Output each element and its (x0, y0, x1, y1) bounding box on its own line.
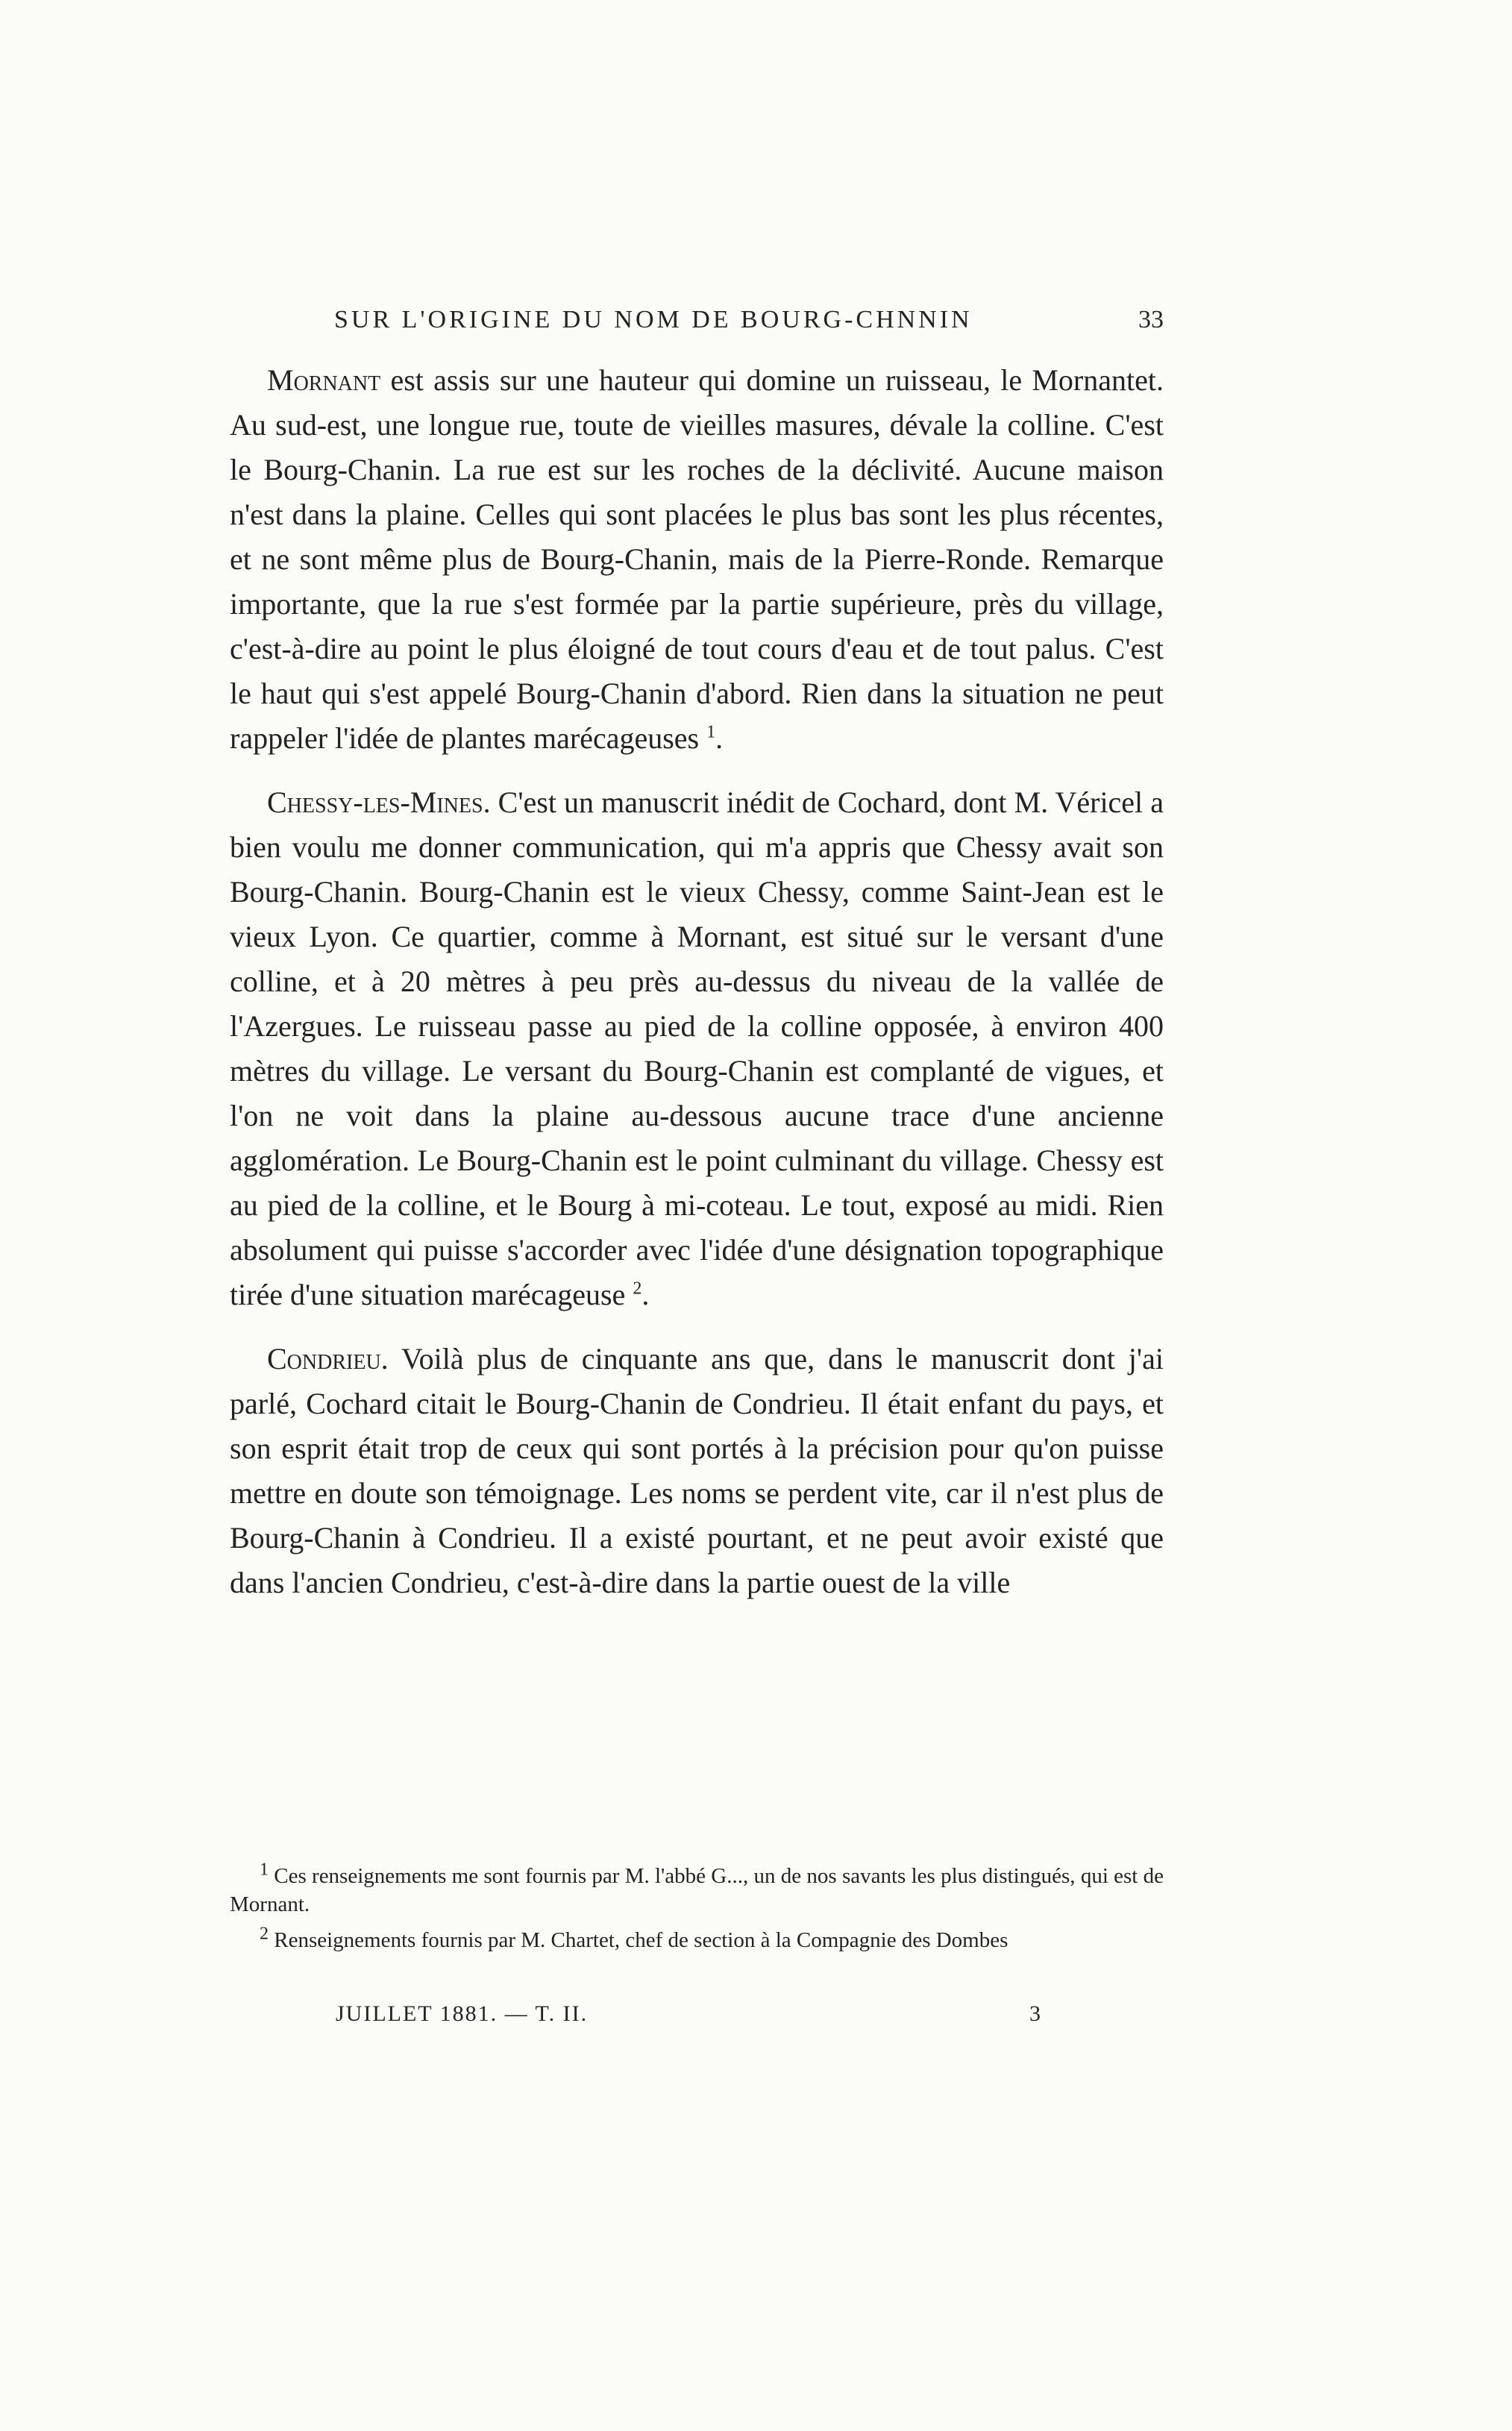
paragraph-chessy (230, 780, 1164, 1317)
footnote (230, 1862, 1164, 1919)
paragraph-text: . C'est un manuscrit inédit de Cochard, dont M. Véricel a bien voulu me donner communication, qui m'a appris que Chessy avait son Bourg-Chanin. Bourg-Chanin est le vieux Chessy, comme Saint-Jean est le vieux Lyon. Ce quartier, comme à Mornant, est situé sur le versant d'une colline, et à 20 mètres à peu près au-dessus du niveau de la vallée de l'Azergues. Le ruisseau passe au pied de la colline opposée, à environ 400 mètres du village. Le versant du Bourg-Chanin est complanté de vigues, et l'on ne voit dans la plaine au-dessous aucune trace d'une ancienne agglomération. Le Bourg-Chanin est le point culminant du village. Chessy est au pied de la colline, et le Bourg à mi-coteau. Le tout, exposé au midi. Rien absolument qui puisse s'accorder avec l'idée d'une désignation topographique tirée d'une situation marécageuse (230, 785, 1164, 1311)
paragraph-end: . (715, 721, 724, 755)
paragraph-text: est assis sur une hauteur qui domine un ruisseau, le Mornantet. Au sud-est, une longue rue, toute de vieilles masures, dévale la colline. C'est le Bourg-Chanin. La rue est sur les roches de la déclivité. Aucune maison n'est dans la plaine. Celles qui sont placées le plus bas sont les plus récentes, et ne sont même plus de Bourg-Chanin, mais de la Pierre-Ronde. Remarque importante, que la rue s'est formée par la partie supérieure, près du village, c'est-à-dire au point le plus éloigné de tout cours d'eau et de tout palus. C'est le haut qui s'est appelé Bourg-Chanin d'abord. Rien dans la situation ne peut rappeler l'idée de plantes marécageuses (230, 363, 1164, 755)
running-title: SUR L'ORIGINE DU NOM DE BOURG-CHNNIN (334, 306, 973, 333)
paragraph-condrieu (230, 1337, 1164, 1605)
place-name: Condrieu (267, 1342, 381, 1376)
main-text (230, 358, 1164, 1605)
page-number: 33 (1138, 306, 1164, 333)
footnote-mark: 1 (260, 1860, 269, 1880)
signature-mark: 3 (1029, 2001, 1041, 2026)
footnote (230, 1926, 1164, 1954)
place-name: Chessy-les-Mines (267, 785, 483, 819)
footnote-mark: 2 (260, 1924, 269, 1944)
paragraph-end: . (641, 1278, 650, 1311)
footnote-text: Renseignements fournis par M. Chartet, chef de section à la Compagnie des Dombes (274, 1928, 1008, 1952)
footnote-ref: 1 (706, 722, 716, 742)
paragraph-mornant (230, 358, 1164, 761)
paragraph-text: . Voilà plus de cinquante ans que, dans le manuscrit dont j'ai parlé, Cochard citait le Bourg-Chanin de Condrieu. Il était enfant du pays, et son esprit était trop de ceux qui sont portés à la précision pour qu'on puisse mettre en doute son témoignage. Les noms se perdent vite, car il n'est plus de Bourg-Chanin à Condrieu. Il a existé pourtant, et ne peut avoir existé que dans l'ancien Condrieu, c'est-à-dire dans la partie ouest de la ville (230, 1342, 1164, 1599)
printer-mark: JUILLET 1881. — T. II. (336, 2001, 589, 2026)
footnote-ref: 2 (633, 1279, 642, 1299)
place-name: Mornant (267, 363, 381, 397)
footnote-text: Ces renseignements me sont fournis par M. l'abbé G..., un de nos savants les plus distingués, qui est de Mornant. (230, 1864, 1164, 1916)
footnotes (230, 1862, 1164, 1962)
